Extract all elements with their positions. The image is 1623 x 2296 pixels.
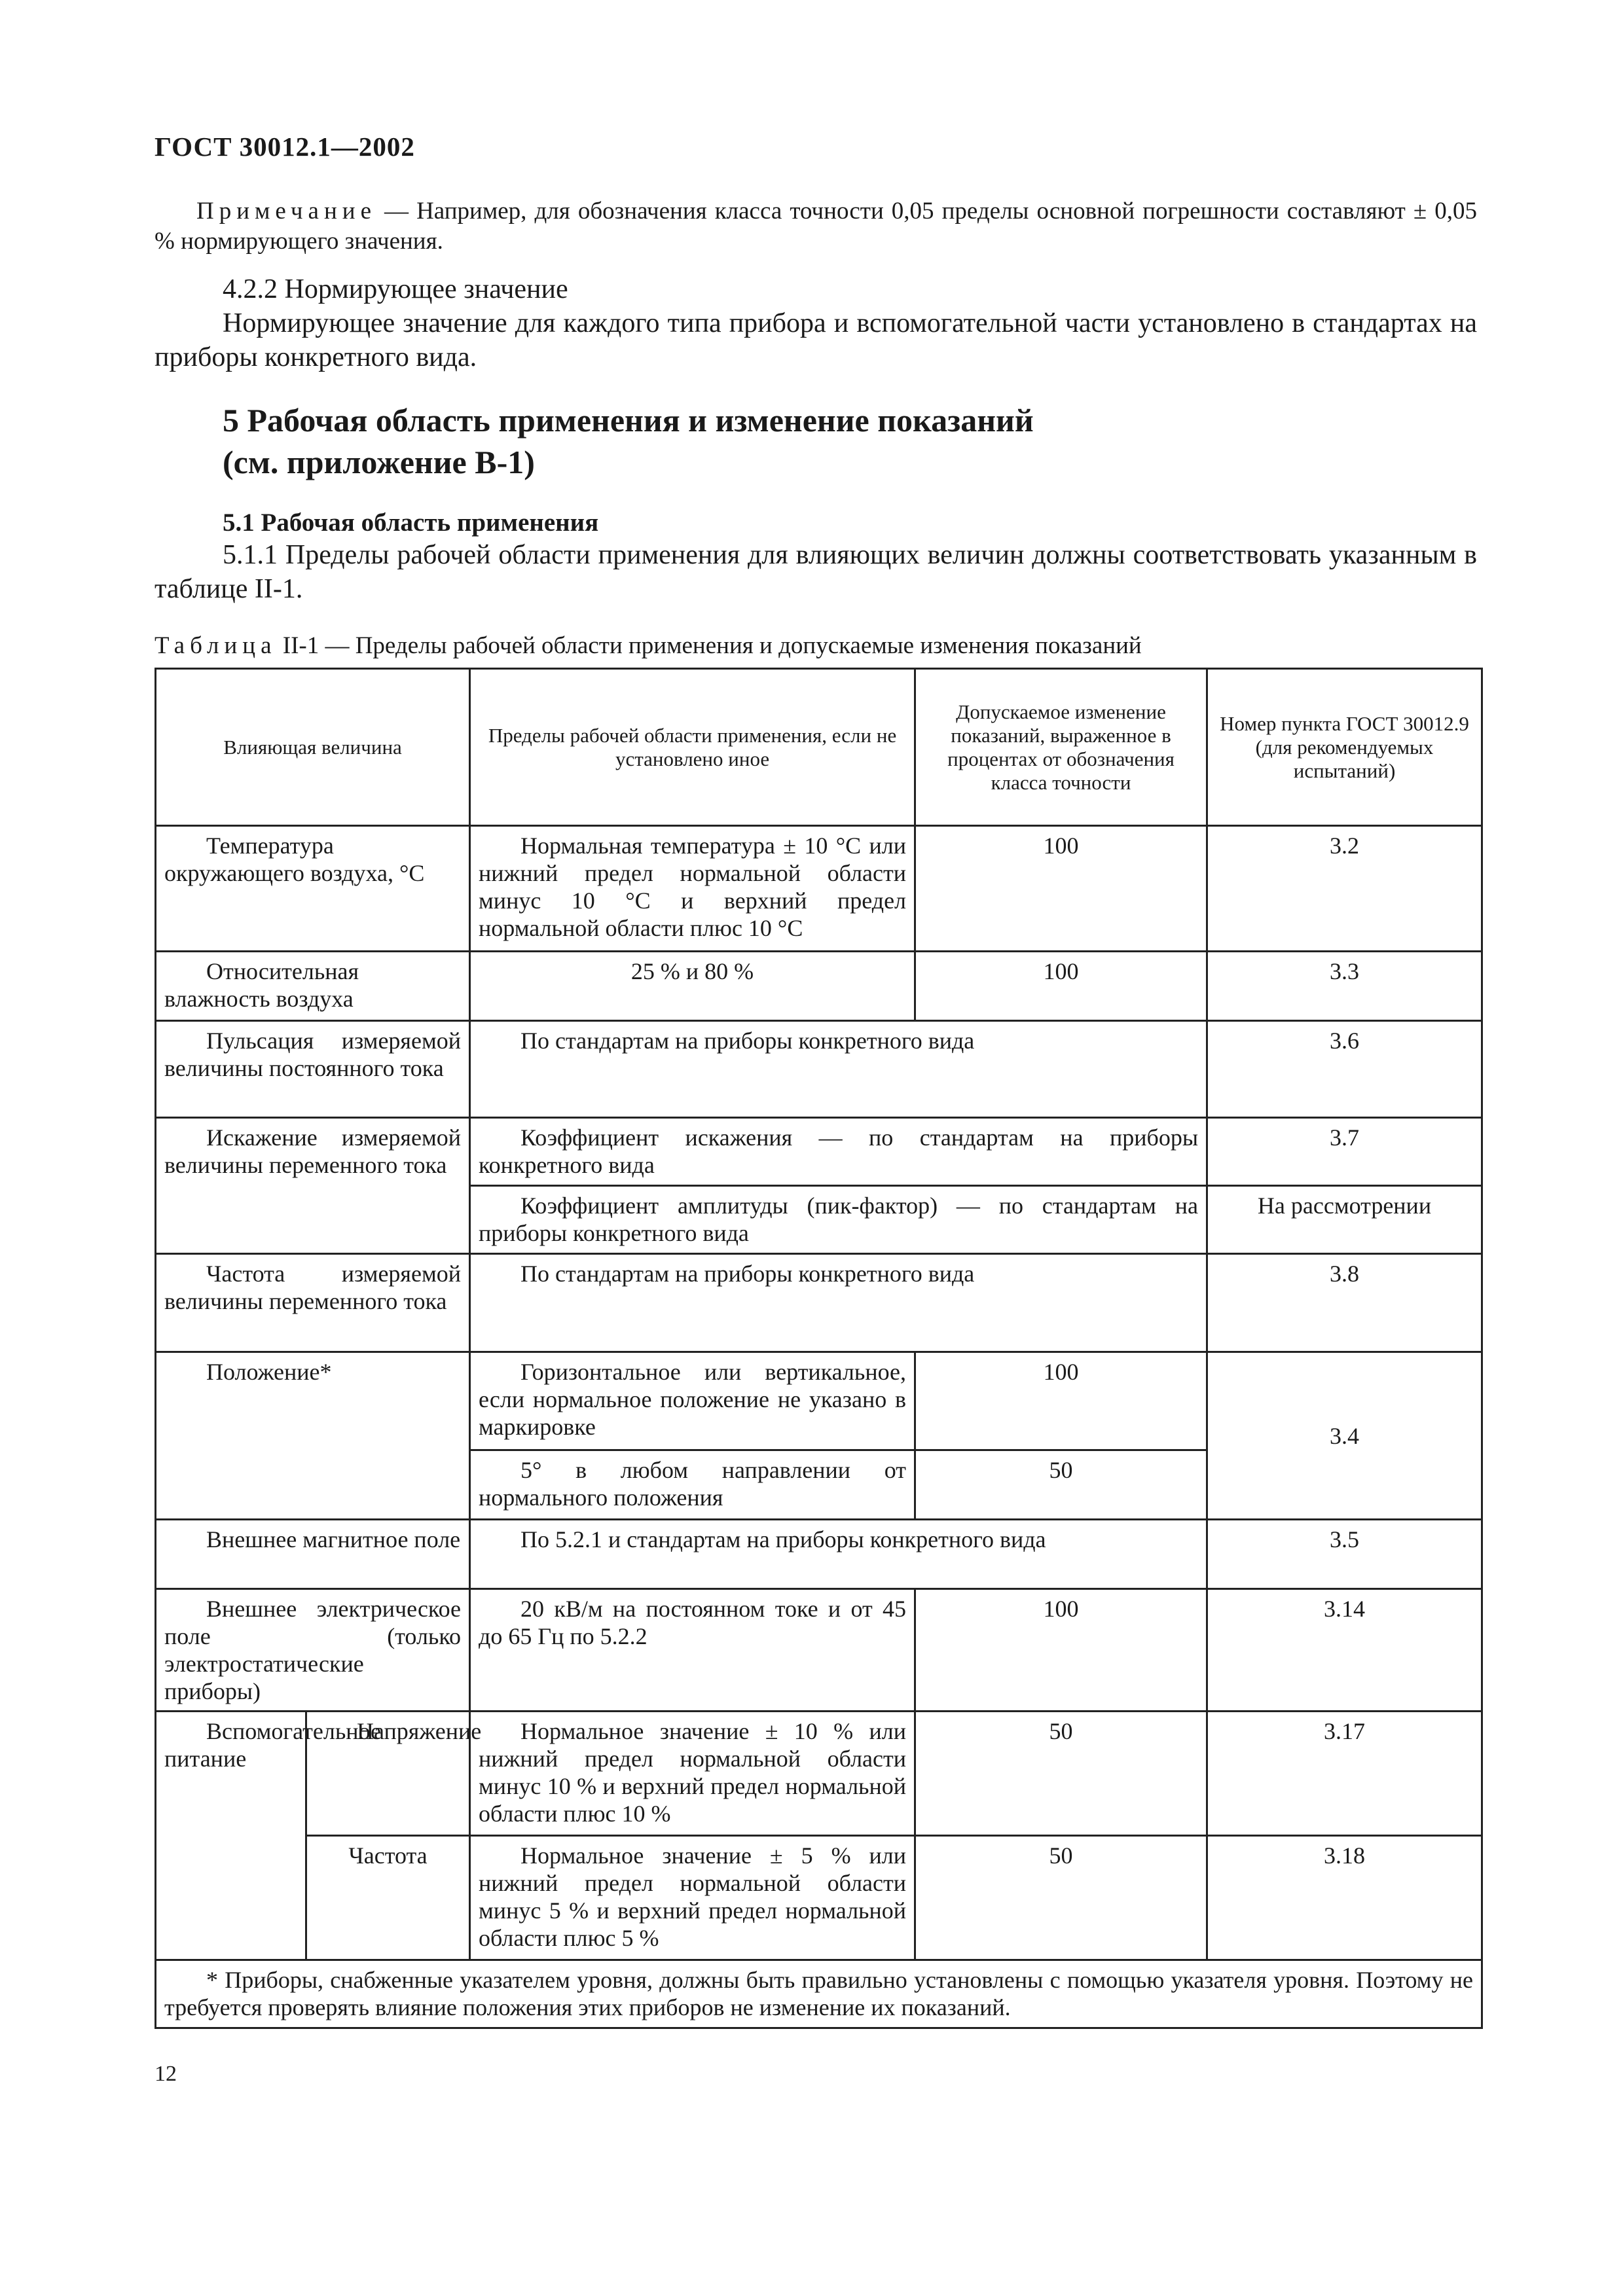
- table-footnote-row: [156, 1960, 1482, 2028]
- table-row: Внешнее электрическое поле (только электростатические приборы) 20 кВ/м на постоянном токе и от 45 до 65 Гц по 5.2.2 100 3.14: [156, 1589, 1482, 1712]
- table-row: Температура окружающего воздуха, °С Нормальная температура ± 10 °С или нижний предел нормальной области минус 10 °С и верхний предел нормальной области плюс 10 °С 100 3.2: [156, 826, 1482, 952]
- table-row: Вспомогательное питание Напряжение Нормальное значение ± 10 % или нижний предел нормальной области минус 10 % и верхний предел нормальной области плюс 10 % 50 3.17: [156, 1712, 1482, 1836]
- header-cell: Пределы рабочей области применения, если не установлено иное: [470, 669, 915, 826]
- header-cell: Номер пункта ГОСТ 30012.9 (для рекомендуемых испытаний): [1207, 669, 1482, 826]
- clause-5-1-1: 5.1.1 Пределы рабочей области применения для влияющих величин должны соответствовать указанным в таблице II-1.: [155, 540, 1477, 604]
- clause-4-2-2-text: Нормирующее значение для каждого типа прибора и вспомогательной части установлено в стандартах на приборы конкретного вида.: [155, 308, 1477, 372]
- subsection-5-1-title: 5.1 Рабочая область применения: [223, 509, 599, 537]
- section-5-title: 5 Рабочая область применения и изменение показаний (см. приложение В-1): [223, 402, 1034, 480]
- table-row: Искажение измеряемой величины переменного тока Коэффициент искажения — по стандартам на приборы конкретного вида 3.7: [156, 1118, 1482, 1186]
- clause-4-2-2-title: 4.2.2 Нормирующее значение: [223, 274, 568, 304]
- table-row: Относительная влажность воздуха 25 % и 80 % 100 3.3: [156, 952, 1482, 1021]
- table-caption: Таблица II-1 — Пределы рабочей области применения и допускаемые изменения показаний: [155, 632, 1142, 659]
- table-row: Внешнее магнитное поле По 5.2.1 и стандартам на приборы конкретного вида 3.5: [156, 1520, 1482, 1589]
- clause-4-2-2: [155, 272, 1477, 374]
- limits-table: [155, 668, 1483, 2029]
- page-number: 12: [155, 2062, 177, 2086]
- note-text: — Например, для обозначения класса точности 0,05 пределы основной погрешности составляют ± 0,05 % нормирующего значения.: [155, 198, 1477, 255]
- document-header: ГОСТ 30012.1—2002: [155, 132, 415, 162]
- header-cell: Влияющая величина: [156, 669, 470, 826]
- header-cell: Допускаемое изменение показаний, выраженное в процентах от обозначения класса точности: [915, 669, 1207, 826]
- table-row: 5° в любом направлении от нормального положения 50: [156, 1450, 1482, 1520]
- table-row: Положение* Горизонтальное или вертикальное, если нормальное положение не указано в маркировке 100 3.4: [156, 1352, 1482, 1450]
- table-row: Частота измеряемой величины переменного тока По стандартам на приборы конкретного вида 3.8: [156, 1254, 1482, 1352]
- table-row: Пульсация измеряемой величины постоянного тока По стандартам на приборы конкретного вида 3.6: [156, 1021, 1482, 1118]
- table-row: Коэффициент амплитуды (пик-фактор) — по стандартам на приборы конкретного вида На рассмотрении: [156, 1186, 1482, 1254]
- table-header-row: [156, 669, 1482, 826]
- note-paragraph: [155, 196, 1477, 257]
- note-label: Примечание: [196, 198, 376, 224]
- table-row: Частота Нормальное значение ± 5 % или нижний предел нормальной области минус 5 % и верхний предел нормальной области плюс 5 % 50 3.18: [156, 1836, 1482, 1960]
- table-footnote: * Приборы, снабженные указателем уровня, должны быть правильно установлены с помощью указателя уровня. Поэтому не требуется проверять влияние положения этих приборов не изменение их показаний.: [156, 1960, 1482, 2028]
